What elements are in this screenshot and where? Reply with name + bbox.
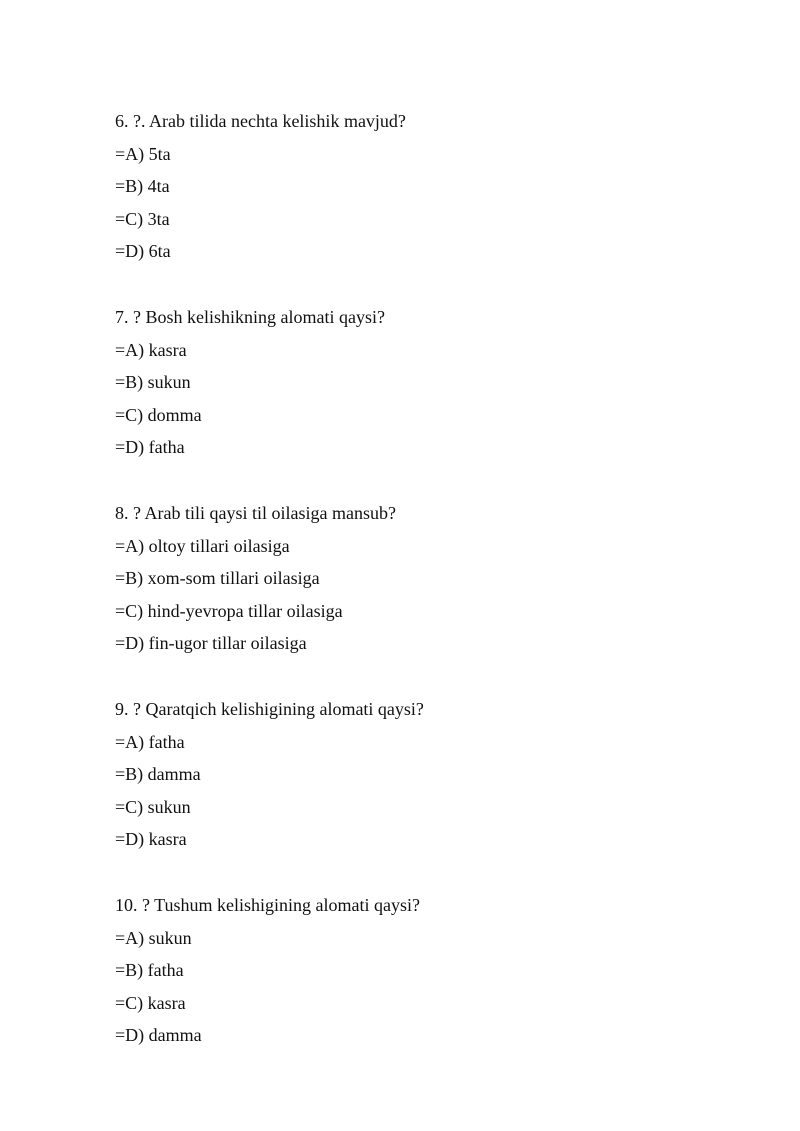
question-text: 9. ? Qaratqich kelishigining alomati qaysi?: [115, 699, 424, 719]
answer-option-a: =A) sukun: [115, 927, 192, 948]
question-block: [115, 893, 755, 1056]
answer-option-b: =B) damma: [115, 764, 201, 784]
question-block: [115, 697, 755, 860]
question-text: 7. ? Bosh kelishikning alomati qaysi?: [115, 307, 385, 327]
question-text: 8. ? Arab tili qaysi til oilasiga mansub?: [115, 503, 396, 523]
answer-option-b: =B) 4ta: [115, 176, 170, 196]
answer-option-c: =C) hind-yevropa tillar oilasiga: [115, 600, 343, 621]
answer-option-c: =C) sukun: [115, 796, 191, 817]
question-text: 6. ?. Arab tilida nechta kelishik mavjud?: [115, 111, 406, 131]
answer-option-c: =C) domma: [115, 404, 202, 425]
answer-option-d: =D) kasra: [115, 829, 187, 849]
answer-option-d: =D) fin-ugor tillar oilasiga: [115, 633, 307, 653]
answer-option-b: =B) sukun: [115, 372, 191, 392]
answer-option-b: =B) fatha: [115, 960, 184, 980]
question-text: 10. ? Tushum kelishigining alomati qaysi?: [115, 895, 420, 915]
answer-option-c: =C) 3ta: [115, 208, 170, 229]
answer-option-d: =D) fatha: [115, 437, 185, 457]
answer-option-a: =A) oltoy tillari oilasiga: [115, 535, 290, 556]
answer-option-d: =D) 6ta: [115, 241, 171, 261]
question-block: [115, 305, 755, 468]
question-block: [115, 109, 755, 272]
answer-option-c: =C) kasra: [115, 992, 186, 1013]
question-block: [115, 501, 755, 664]
answer-option-a: =A) fatha: [115, 731, 185, 752]
answer-option-a: =A) kasra: [115, 339, 187, 360]
answer-option-b: =B) xom-som tillari oilasiga: [115, 568, 320, 588]
answer-option-d: =D) damma: [115, 1025, 202, 1045]
answer-option-a: =A) 5ta: [115, 143, 171, 164]
